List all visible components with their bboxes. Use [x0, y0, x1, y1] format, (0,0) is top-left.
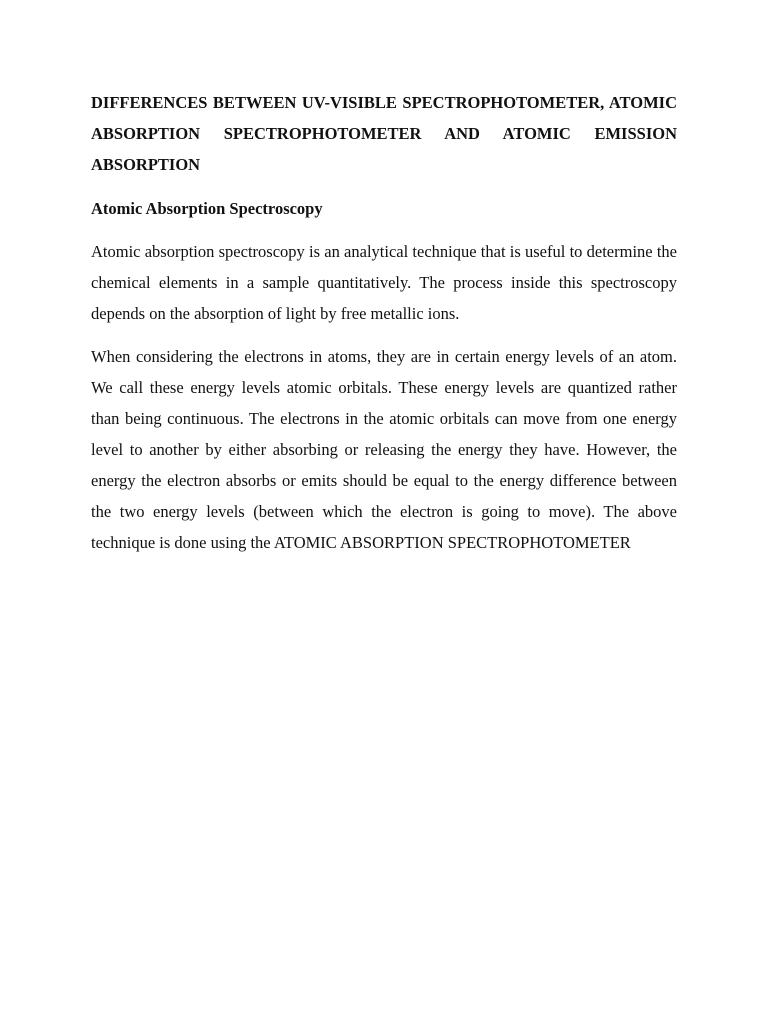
paragraph-electrons: When considering the electrons in atoms, they are in certain energy levels of an atom. We call these energy levels atomic orbitals. These energy levels are quantized rather than being continuous. The electrons in the atomic orbitals can move from one energy level to another by either absorbing or releasing the energy they have. However, the energy the electron absorbs or emits should be equal to the energy difference between the two energy levels (between which the electron is going to move). The above technique is done using the ATOMIC ABSORPTION SPECTROPHOTOMETER: [91, 347, 677, 552]
section-heading: Atomic Absorption Spectroscopy: [91, 199, 323, 218]
paragraph-intro: Atomic absorption spectroscopy is an analytical technique that is useful to determine the chemical elements in a sample quantitatively. The process inside this spectroscopy depends on the absorption of light by free metallic ions.: [91, 242, 677, 323]
document-title: DIFFERENCES BETWEEN UV-VISIBLE SPECTROPHOTOMETER, ATOMIC ABSORPTION SPECTROPHOTOMETER AND ATOMIC EMISSION ABSORPTION: [91, 93, 677, 174]
document-page: [91, 87, 677, 558]
